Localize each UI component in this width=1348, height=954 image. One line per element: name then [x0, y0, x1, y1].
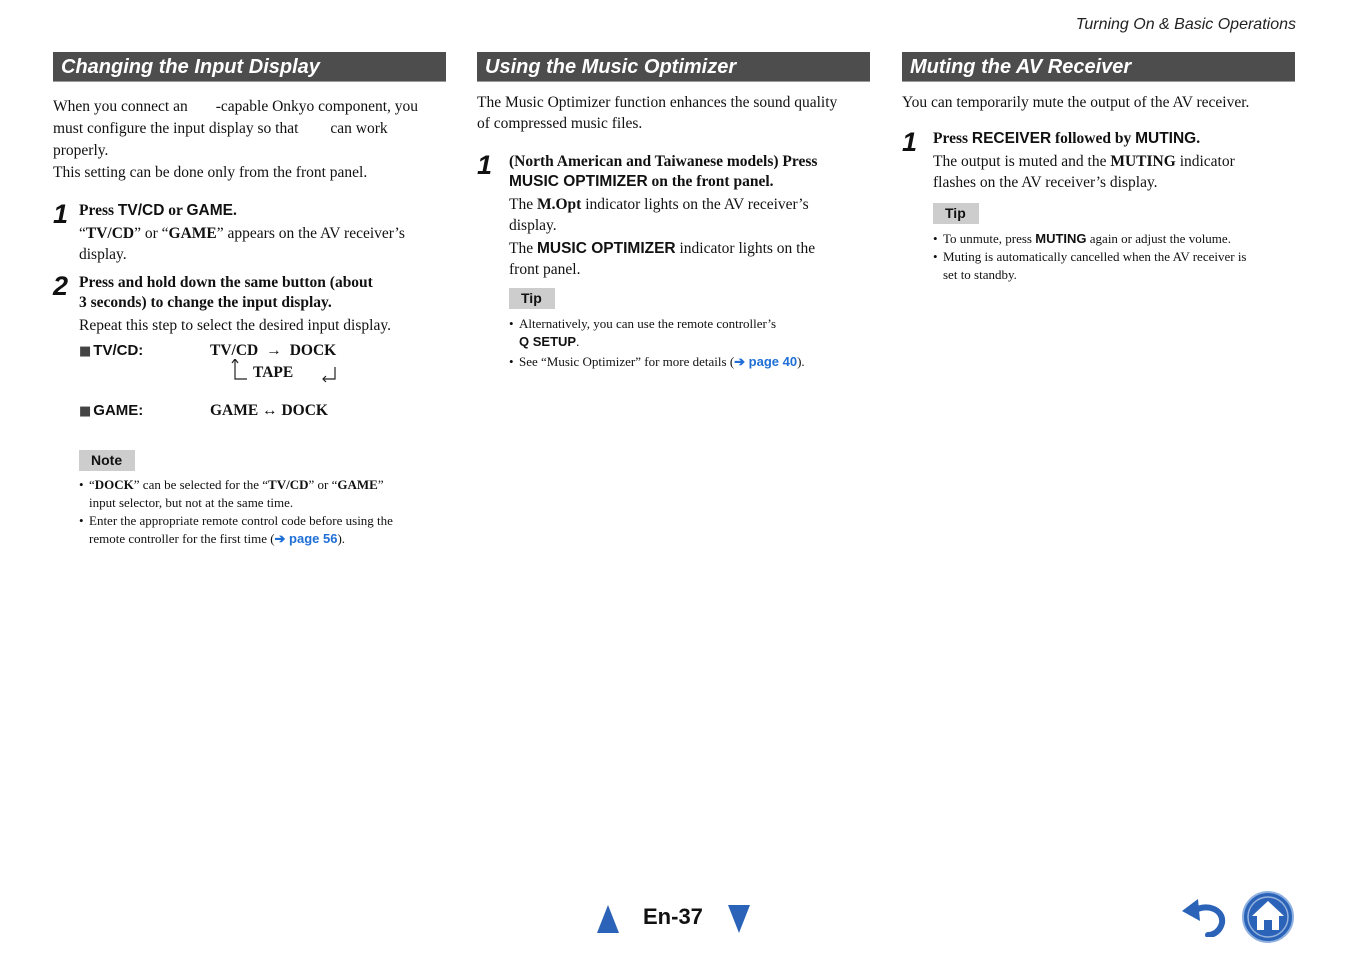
step-body: The output is muted and the MUTING indicator — [933, 153, 1235, 170]
page-link[interactable]: ➔ page 56 — [274, 531, 338, 546]
step-body: The MUSIC OPTIMIZER indicator lights on the — [509, 240, 816, 257]
step-number: 1 — [902, 127, 918, 157]
cycle-arrow-icon — [229, 359, 369, 385]
intro-text: must configure the input display so that — [53, 120, 299, 137]
step-body: Repeat this step to select the desired input display. — [79, 317, 391, 334]
step-1 — [53, 201, 446, 265]
step-title: (North American and Taiwanese models) Press — [509, 153, 818, 170]
triangle-down-icon[interactable] — [728, 905, 750, 933]
running-header: Turning On & Basic Operations — [1075, 16, 1296, 33]
intro-text: properly. — [53, 142, 109, 159]
tip-label: Tip — [933, 203, 979, 224]
tip-list — [509, 315, 870, 371]
page-number: En-37 — [643, 904, 703, 929]
tip-box — [509, 288, 870, 371]
step-number: 1 — [53, 199, 69, 229]
list-item: • See “Music Optimizer” for more details (➔ page 40). — [509, 353, 870, 371]
note-label: Note — [79, 450, 135, 471]
step-body: display. — [509, 217, 557, 234]
step-title: MUSIC OPTIMIZER on the front panel. — [509, 173, 774, 190]
note-list — [79, 476, 446, 548]
intro-text: of compressed music files. — [477, 115, 643, 132]
intro-text: The Music Optimizer function enhances the sound quality — [477, 94, 838, 111]
step-title: Press TV/CD or GAME. — [79, 202, 237, 219]
step-number: 1 — [477, 150, 493, 180]
option-value: TAPE — [253, 364, 294, 381]
section-input-display — [53, 52, 446, 548]
tip-label: Tip — [509, 288, 555, 309]
option-label: ■ GAME: — [79, 402, 144, 419]
intro-paragraph — [53, 96, 446, 184]
section-title: Muting the AV Receiver — [902, 52, 1295, 82]
step-body: The M.Opt indicator lights on the AV receiver’s — [509, 196, 809, 213]
home-icon[interactable] — [1241, 890, 1295, 944]
step-title: 3 seconds) to change the input display. — [79, 294, 332, 311]
step-1 — [477, 152, 870, 371]
step-title: Press RECEIVER followed by MUTING. — [933, 130, 1201, 147]
step-title: Press and hold down the same button (about — [79, 274, 373, 291]
tip-list — [933, 230, 1295, 284]
intro-paragraph — [477, 92, 870, 134]
input-options — [79, 342, 446, 424]
option-tvcd-cycle — [79, 364, 446, 394]
page-link[interactable]: ➔ page 40 — [734, 354, 798, 369]
step-2 — [53, 273, 446, 548]
section-music-optimizer — [477, 52, 870, 371]
intro-text: When you connect an — [53, 98, 188, 115]
note-box — [79, 450, 446, 548]
option-value: TV/CD → DOCK — [210, 342, 337, 359]
intro-text: -capable Onkyo component, you — [215, 98, 419, 115]
option-value: GAME ↔ DOCK — [210, 402, 328, 419]
list-item: • To unmute, press MUTING again or adjust the volume. — [933, 230, 1295, 248]
list-item: • Enter the appropriate remote control code before using the remote controller for the first time (➔ page 56). — [79, 512, 446, 548]
option-label: ■ TV/CD: — [79, 342, 144, 359]
step-body: display. — [79, 246, 127, 263]
intro-text: You can temporarily mute the output of the AV receiver. — [902, 94, 1250, 111]
return-arrow-icon[interactable] — [1180, 897, 1228, 937]
step-body: flashes on the AV receiver’s display. — [933, 174, 1158, 191]
triangle-up-icon[interactable] — [597, 905, 619, 933]
section-title: Changing the Input Display — [53, 52, 446, 82]
list-item: • “DOCK” can be selected for the “TV/CD” or “GAME” input selector, but not at the same time. — [79, 476, 446, 512]
step-1 — [902, 129, 1295, 284]
step-body: front panel. — [509, 261, 581, 278]
intro-text: can work — [330, 120, 388, 137]
list-item: • Alternatively, you can use the remote controller’s Q SETUP. — [509, 315, 870, 351]
section-muting — [902, 52, 1295, 284]
intro-text: This setting can be done only from the front panel. — [53, 164, 368, 181]
step-body: “TV/CD” or “GAME” appears on the AV receiver’s — [79, 225, 405, 242]
list-item: • Muting is automatically cancelled when the AV receiver is set to standby. — [933, 248, 1295, 284]
step-number: 2 — [53, 271, 69, 301]
section-title: Using the Music Optimizer — [477, 52, 870, 82]
tip-box — [933, 203, 1295, 284]
option-game — [79, 402, 446, 424]
